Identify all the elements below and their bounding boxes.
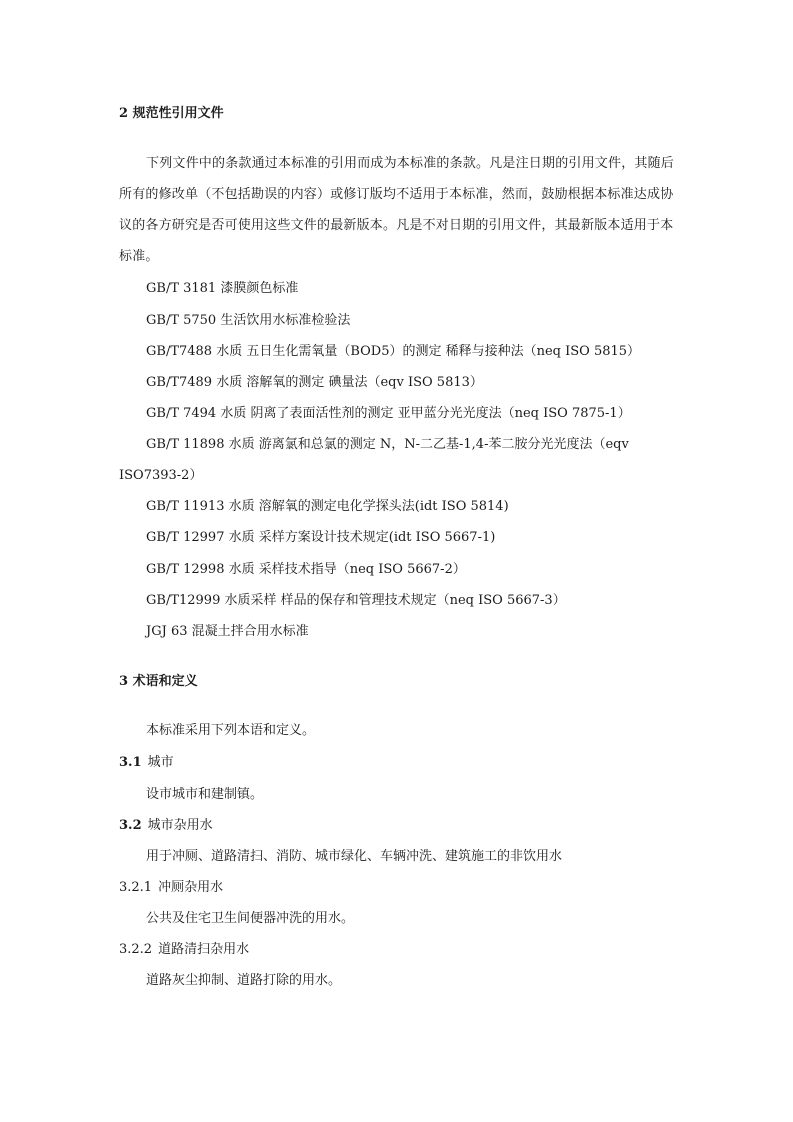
term-number: 3.2 [119,818,142,833]
term-title: 冲厕杂用水 [158,880,224,895]
term-definition: 公共及住宅卫生间便器冲洗的用水。 [146,911,355,926]
term-3-2-2 [119,942,674,958]
reference-item: GB/T12999 水质采样 样品的保存和管理技术规定（neq ISO 5667-3） [146,593,566,608]
reference-item: GB/T 11898 水质 游离氯和总氯的测定 N，N-二乙基-1,4-苯二胺分光光度法（eqv [146,437,629,452]
section-3-intro: 本标准采用下列本语和定义。 [146,723,316,738]
reference-item: GB/T 3181 漆膜颜色标准 [146,281,299,296]
term-3-1 [119,755,674,771]
section-3-heading: 3 术语和定义 [119,674,198,689]
section-2-heading: 2 规范性引用文件 [119,106,224,121]
term-title: 城市 [147,755,174,770]
term-definition: 用于冲厕、道路清扫、消防、城市绿化、车辆冲洗、建筑施工的非饮用水 [146,849,563,864]
term-3-2-1 [119,880,674,896]
term-3-2 [119,818,674,834]
reference-item: GB/T 12998 水质 采样技术指导（neq ISO 5667-2） [146,562,466,577]
section-2-intro: 下列文件中的条款通过本标准的引用而成为本标准的条款。凡是注日期的引用文件，其随后所有的修改单（不包括勘误的内容）或修订版均不适用于本标准，然而，鼓励根据本标准达成协议的各方研究是否可使用这些文件的最新版本。凡是不对日期的引用文件，其最新版本适用于本标准。 [119,156,675,264]
term-number: 3.2.1 [119,880,153,895]
term-definition: 道路灰尘抑制、道路打除的用水。 [146,973,342,988]
reference-item: GB/T7489 水质 溶解氧的测定 碘量法（eqv ISO 5813） [146,375,483,390]
reference-item: GB/T 5750 生活饮用水标准检验法 [146,313,351,328]
term-number: 3.2.2 [119,942,153,957]
term-title: 道路清扫杂用水 [158,942,250,957]
reference-item: GB/T 12997 水质 采样方案设计技术规定(idt ISO 5667-1) [146,530,496,545]
reference-item: GB/T7488 水质 五日生化需氧量（BOD5）的测定 稀释与接种法（neq ISO 5815） [146,344,641,359]
reference-item: GB/T 11913 水质 溶解氧的测定电化学探头法(idt ISO 5814) [146,499,509,514]
reference-item-continuation: ISO7393-2） [119,468,203,483]
reference-item: JGJ 63 混凝土拌合用水标准 [146,624,309,639]
term-title: 城市杂用水 [147,818,213,833]
reference-item: GB/T 7494 水质 阴离了表面活性剂的测定 亚甲蓝分光光度法（neq ISO 7875-1） [146,406,631,421]
term-number: 3.1 [119,755,142,770]
term-definition: 设市城市和建制镇。 [146,787,264,802]
